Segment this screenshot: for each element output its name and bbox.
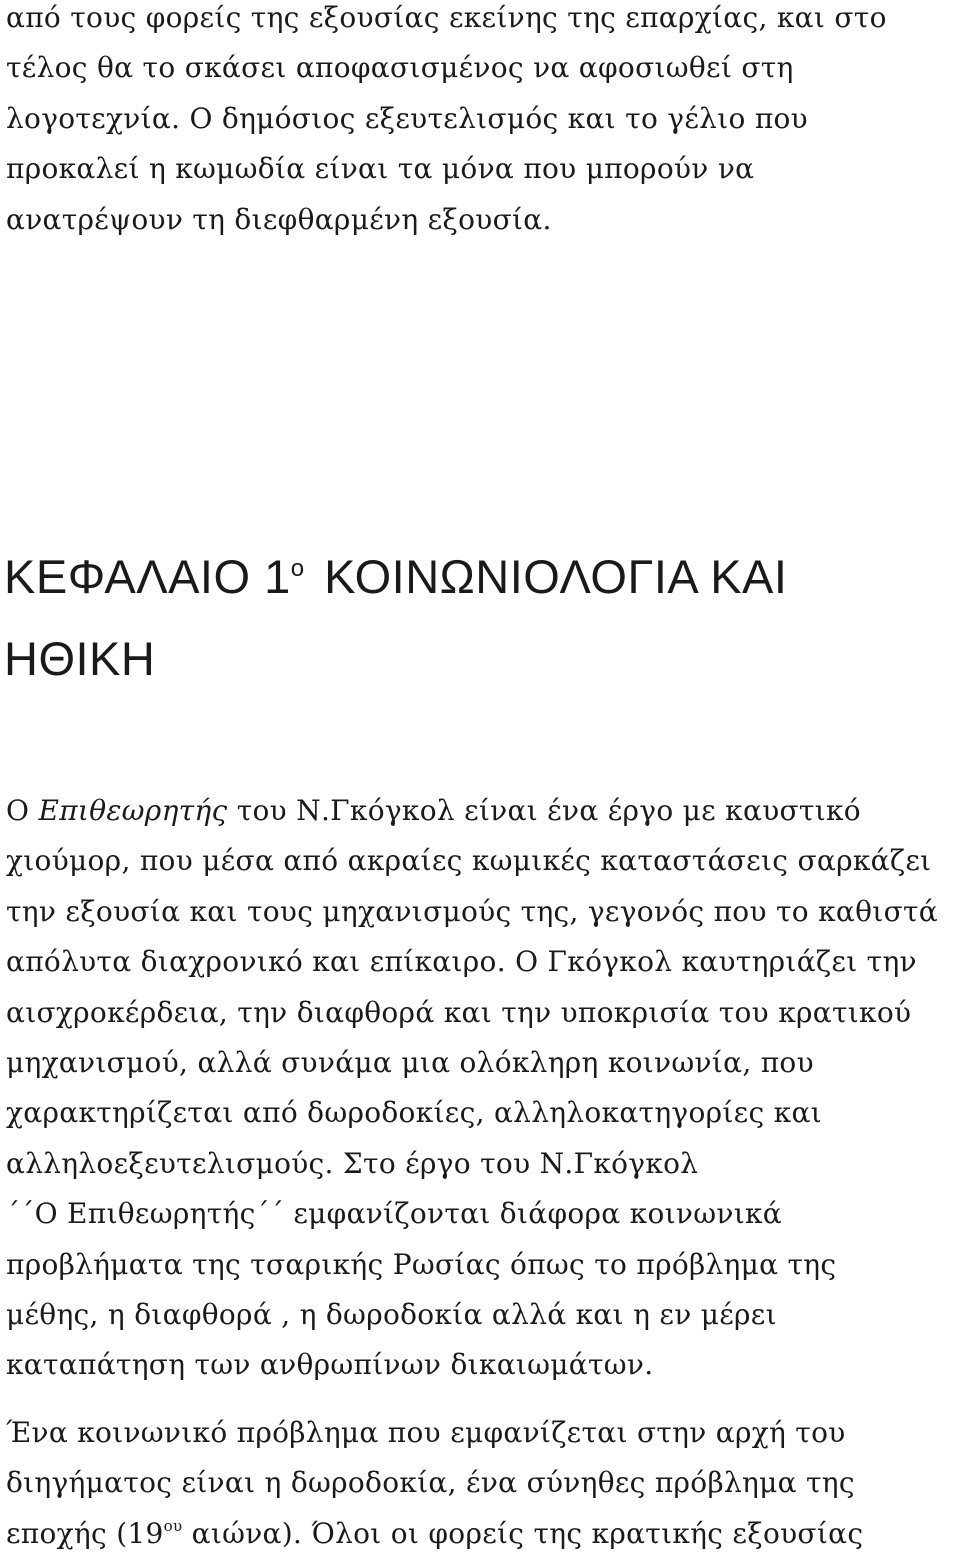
text-span: Ο: [6, 794, 39, 827]
text-line: λογοτεχνία. Ο δημόσιος εξευτελισμός και το γέλιο που: [6, 101, 809, 135]
body-paragraph-2: [6, 1408, 863, 1559]
text-line: από τους φορείς της εξουσίας εκείνης της επαρχίας, και στο: [6, 1, 887, 34]
heading-title: ΚΟΙΝΩΝΙΟΛΟΓΙΑ ΚΑΙ: [324, 550, 788, 603]
text-span: αιώνα). Όλοι οι φορείς της κρατικής εξουσίας: [182, 1516, 864, 1550]
text-span: εποχής (19: [6, 1516, 164, 1550]
text-line: αλληλοεξευτελισμούς. Στο έργο του Ν.Γκόγκολ: [6, 1146, 699, 1180]
text-line: απόλυτα διαχρονικό και επίκαιρο. Ο Γκόγκολ καυτηριάζει την: [6, 945, 917, 979]
century-superscript: ου: [163, 1516, 183, 1535]
text-line: διηγήματος είναι η δωροδοκία, ένα σύνηθες πρόβλημα της: [6, 1466, 855, 1500]
text-line: Ένα κοινωνικό πρόβλημα που εμφανίζεται στην αρχή του: [6, 1416, 846, 1449]
text-line: μέθης, η διαφθορά , η δωροδοκία αλλά και η εν μέρει: [6, 1297, 777, 1331]
text-line: [6, 1509, 863, 1559]
text-line: προκαλεί η κωμωδία είναι τα μόνα που μπορούν να: [6, 152, 755, 186]
text-line: χιούμορ, που μέσα από ακραίες κωμικές καταστάσεις σαρκάζει: [6, 844, 932, 878]
text-line: προβλήματα της τσαρικής Ρωσίας όπως το πρόβλημα της: [6, 1247, 837, 1281]
body-paragraph-1: [6, 786, 938, 1391]
chapter-heading: [4, 536, 787, 700]
italic-title: Επιθεωρητής: [38, 794, 228, 827]
text-line: μηχανισμού, αλλά συνάμα μια ολόκληρη κοινωνία, που: [6, 1045, 814, 1079]
heading-ordinal-superscript: ο: [290, 555, 305, 582]
text-line: την εξουσία και τους μηχανισμούς της, γεγονός που το καθιστά: [6, 894, 938, 928]
heading-line: ΗΘΙΚΗ: [4, 632, 156, 685]
text-line: χαρακτηρίζεται από δωροδοκίες, αλληλοκατηγορίες και: [6, 1096, 822, 1130]
text-line: τέλος θα το σκάσει αποφασισμένος να αφοσιωθεί στη: [6, 51, 794, 85]
intro-paragraph: [6, 0, 887, 245]
text-span: του Ν.Γκόγκολ είναι ένα έργο με καυστικό: [227, 794, 861, 827]
heading-line: [4, 536, 787, 618]
text-line: καταπάτηση των ανθρωπίνων δικαιωμάτων.: [6, 1348, 654, 1382]
heading-chapter-number: ΚΕΦΑΛΑΙΟ 1: [4, 550, 291, 603]
text-line: αισχροκέρδεια, την διαφθορά και την υποκρισία του κρατικού: [6, 995, 912, 1029]
text-line: ανατρέψουν τη διεφθαρμένη εξουσία.: [6, 202, 552, 236]
text-line: ΄΄Ο Επιθεωρητής΄΄ εμφανίζονται διάφορα κοινωνικά: [6, 1197, 782, 1231]
text-line: [6, 786, 938, 836]
